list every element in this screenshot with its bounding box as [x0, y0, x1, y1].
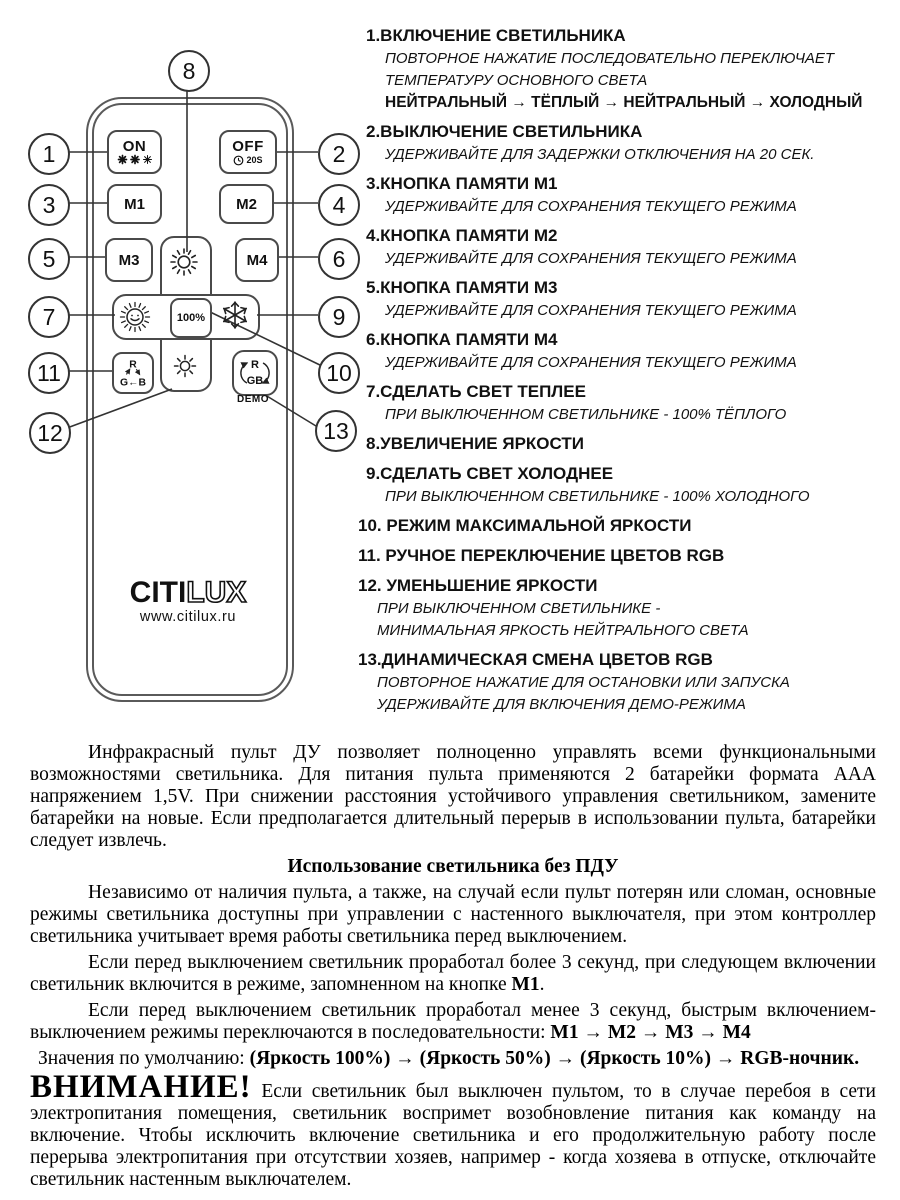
instruction-subline: НЕЙТРАЛЬНЫЙ → ТЁПЛЫЙ → НЕЙТРАЛЬНЫЙ → ХОЛОДНЫЙ — [385, 94, 863, 111]
on-button — [107, 130, 162, 174]
text-segment: Если перед выключением светильник проработал менее 3 секунд, быстрым включением-выключением режимы переключаются в последовательности: — [30, 1000, 876, 1043]
instruction-subline: УДЕРЖИВАЙТЕ ДЛЯ ВКЛЮЧЕНИЯ ДЕМО-РЕЖИМА — [377, 696, 746, 713]
m4-button — [235, 238, 279, 282]
instruction-subline: УДЕРЖИВАЙТЕ ДЛЯ СОХРАНЕНИЯ ТЕКУЩЕГО РЕЖИМА — [385, 302, 797, 319]
callout-3: 3 — [28, 184, 70, 226]
instruction-title: 3.КНОПКА ПАМЯТИ М1 — [366, 174, 558, 193]
text-segment: М1 — [511, 974, 540, 995]
instruction-subline: МИНИМАЛЬНАЯ ЯРКОСТЬ НЕЙТРАЛЬНОГО СВЕТА — [377, 622, 749, 639]
callout-6: 6 — [318, 238, 360, 280]
rgb-cycle-icon — [116, 356, 150, 390]
on-button-label: ON — [122, 138, 147, 155]
m2-label: M2 — [236, 195, 257, 213]
instruction-title: 2.ВЫКЛЮЧЕНИЕ СВЕТИЛЬНИКА — [366, 122, 643, 141]
text-segment: Инфракрасный пульт ДУ позволяет полноценно управлять всеми функциональными возможностями светильника. Для питания пульта применяются 2 батарейки формата ААА напряжением 1,5V. При снижении расстояния устойчивого управления светильником, замените батарейки на новые. Если предполагается длительный перерыв в использовании пульта, батарейки следует извлечь. — [30, 742, 876, 851]
m1-button — [107, 184, 162, 224]
brand-logo — [86, 578, 290, 625]
instruction-item — [358, 648, 892, 716]
callout-2: 2 — [318, 133, 360, 175]
paragraph — [30, 1000, 876, 1044]
instruction-title: 9.СДЕЛАТЬ СВЕТ ХОЛОДНЕЕ — [366, 464, 614, 483]
attention-label: ВНИМАНИЕ! — [30, 1069, 252, 1105]
instruction-title: 12. УМЕНЬШЕНИЕ ЯРКОСТИ — [358, 576, 598, 595]
instruction-item — [366, 328, 892, 374]
rgb-demo-button — [232, 350, 278, 396]
instruction-item — [366, 462, 892, 508]
svg-text:R: R — [129, 359, 137, 371]
instruction-title: 13.ДИНАМИЧЕСКАЯ СМЕНА ЦВЕТОВ RGB — [358, 650, 713, 669]
max-brightness-label: 100% — [176, 312, 206, 324]
instruction-item — [366, 120, 892, 166]
instruction-title: 6.КНОПКА ПАМЯТИ М4 — [366, 330, 558, 349]
instruction-subline: УДЕРЖИВАЙТЕ ДЛЯ СОХРАНЕНИЯ ТЕКУЩЕГО РЕЖИМА — [385, 250, 797, 267]
instruction-item — [366, 224, 892, 270]
off-timer-label: 20S — [246, 155, 263, 165]
instruction-subline: УДЕРЖИВАЙТЕ ДЛЯ ЗАДЕРЖКИ ОТКЛЮЧЕНИЯ НА 20 СЕК. — [385, 146, 815, 163]
text-segment: Если светильник был выключен пультом, то в случае перебоя в сети электропитания помещения, светильник воспримет возобновление питания как команду на включение. Чтобы исключить включение светильника и его продолжительную работу после перерыва электропитания при отсутствии хозяев, например - когда хозяева в отпуске, отключайте светильник настенным выключателем. — [30, 1081, 876, 1190]
instruction-subline: УДЕРЖИВАЙТЕ ДЛЯ СОХРАНЕНИЯ ТЕКУЩЕГО РЕЖИМА — [385, 354, 797, 371]
instruction-subline: ПРИ ВЫКЛЮЧЕННОМ СВЕТИЛЬНИКЕ - 100% ТЁПЛОГО — [385, 406, 787, 423]
callout-5: 5 — [28, 238, 70, 280]
instructions-list — [358, 24, 892, 722]
remote-diagram — [0, 0, 370, 745]
paragraph — [30, 952, 876, 996]
warm-sun-icon — [115, 297, 155, 337]
off-button-label: OFF — [232, 137, 264, 155]
m2-button — [219, 184, 274, 224]
instruction-title: 7.СДЕЛАТЬ СВЕТ ТЕПЛЕЕ — [366, 382, 586, 401]
instruction-title: 5.КНОПКА ПАМЯТИ М3 — [366, 278, 558, 297]
svg-text:G←B: G←B — [120, 377, 146, 389]
instruction-item — [366, 432, 892, 456]
instruction-item — [366, 172, 892, 218]
m3-button — [105, 238, 153, 282]
svg-text:GB: GB — [246, 375, 264, 387]
callout-11: 11 — [28, 352, 70, 394]
callout-4: 4 — [318, 184, 360, 226]
instruction-subline: ТЕМПЕРАТУРУ ОСНОВНОГО СВЕТА — [385, 72, 648, 89]
paragraph — [30, 1069, 876, 1191]
instruction-title: 11. РУЧНОЕ ПЕРЕКЛЮЧЕНИЕ ЦВЕТОВ RGB — [358, 546, 725, 565]
m4-label: M4 — [246, 251, 268, 269]
callout-13: 13 — [315, 410, 357, 452]
brightness-up-icon — [167, 245, 201, 279]
off-button — [219, 130, 277, 174]
instruction-subline: ПОВТОРНОЕ НАЖАТИЕ ПОСЛЕДОВАТЕЛЬНО ПЕРЕКЛЮЧАЕТ — [385, 50, 835, 67]
instruction-item — [358, 574, 892, 642]
text-segment: Значения по умолчанию: — [38, 1048, 250, 1069]
brand-url: www.citilux.ru — [139, 609, 237, 625]
callout-10: 10 — [318, 352, 360, 394]
color-temp-stars-icon — [116, 154, 154, 165]
instruction-item — [366, 276, 892, 322]
paragraph — [30, 742, 876, 852]
callout-7: 7 — [28, 296, 70, 338]
instruction-subline: ПРИ ВЫКЛЮЧЕННОМ СВЕТИЛЬНИКЕ - — [377, 600, 661, 617]
instruction-title: 1.ВКЛЮЧЕНИЕ СВЕТИЛЬНИКА — [366, 26, 626, 45]
instruction-title: 4.КНОПКА ПАМЯТИ М2 — [366, 226, 558, 245]
callout-1: 1 — [28, 133, 70, 175]
callout-9: 9 — [318, 296, 360, 338]
text-segment: . — [539, 974, 545, 995]
instruction-subline: ПРИ ВЫКЛЮЧЕННОМ СВЕТИЛЬНИКЕ - 100% ХОЛОДНОГО — [385, 488, 810, 505]
brightness-down-icon — [170, 351, 200, 381]
body-text — [30, 742, 876, 1195]
snowflake-icon — [218, 298, 252, 332]
instruction-subline: ПОВТОРНОЕ НАЖАТИЕ ДЛЯ ОСТАНОВКИ ИЛИ ЗАПУСКА — [377, 674, 790, 691]
brand-logo-left: CITI — [129, 576, 187, 609]
callout-12: 12 — [29, 412, 71, 454]
instruction-item — [366, 380, 892, 426]
rgb-manual-button — [112, 352, 154, 394]
text-segment: Если перед выключением светильник проработал более 3 секунд, при следующем включении светильник включится в режиме, запомненном на кнопке — [30, 952, 876, 995]
callout-8: 8 — [168, 50, 210, 92]
instruction-title: 10. РЕЖИМ МАКСИМАЛЬНОЙ ЯРКОСТИ — [358, 516, 692, 535]
section-heading — [30, 856, 876, 878]
text-segment: М1 → М2 → М3 → М4 — [550, 1022, 751, 1043]
paragraph — [30, 1048, 876, 1070]
max-brightness-button — [170, 298, 212, 338]
brand-logo-right: LUX — [186, 576, 247, 609]
svg-text:R: R — [251, 359, 259, 371]
rgb-demo-icon — [235, 355, 275, 391]
instruction-item — [358, 514, 892, 538]
demo-label: DEMO — [237, 394, 269, 405]
instruction-item — [358, 544, 892, 568]
text-segment: (Яркость 100%) → (Яркость 50%) → (Яркость 10%) → RGB-ночник. — [249, 1048, 860, 1069]
m1-label: M1 — [124, 195, 145, 213]
paragraph — [30, 882, 876, 948]
text-segment: Использование светильника без ПДУ — [287, 856, 619, 877]
text-segment: Независимо от наличия пульта, а также, на случай если пульт потерян или сломан, основные режимы светильника доступны при управлении с настенного выключателя, при этом контроллер светильника учитывает время работы светильника перед выключением. — [30, 882, 876, 947]
instruction-title: 8.УВЕЛИЧЕНИЕ ЯРКОСТИ — [366, 434, 584, 453]
clock-icon — [233, 155, 244, 166]
instruction-subline: УДЕРЖИВАЙТЕ ДЛЯ СОХРАНЕНИЯ ТЕКУЩЕГО РЕЖИМА — [385, 198, 797, 215]
m3-label: M3 — [118, 251, 140, 269]
instruction-item — [366, 24, 892, 114]
